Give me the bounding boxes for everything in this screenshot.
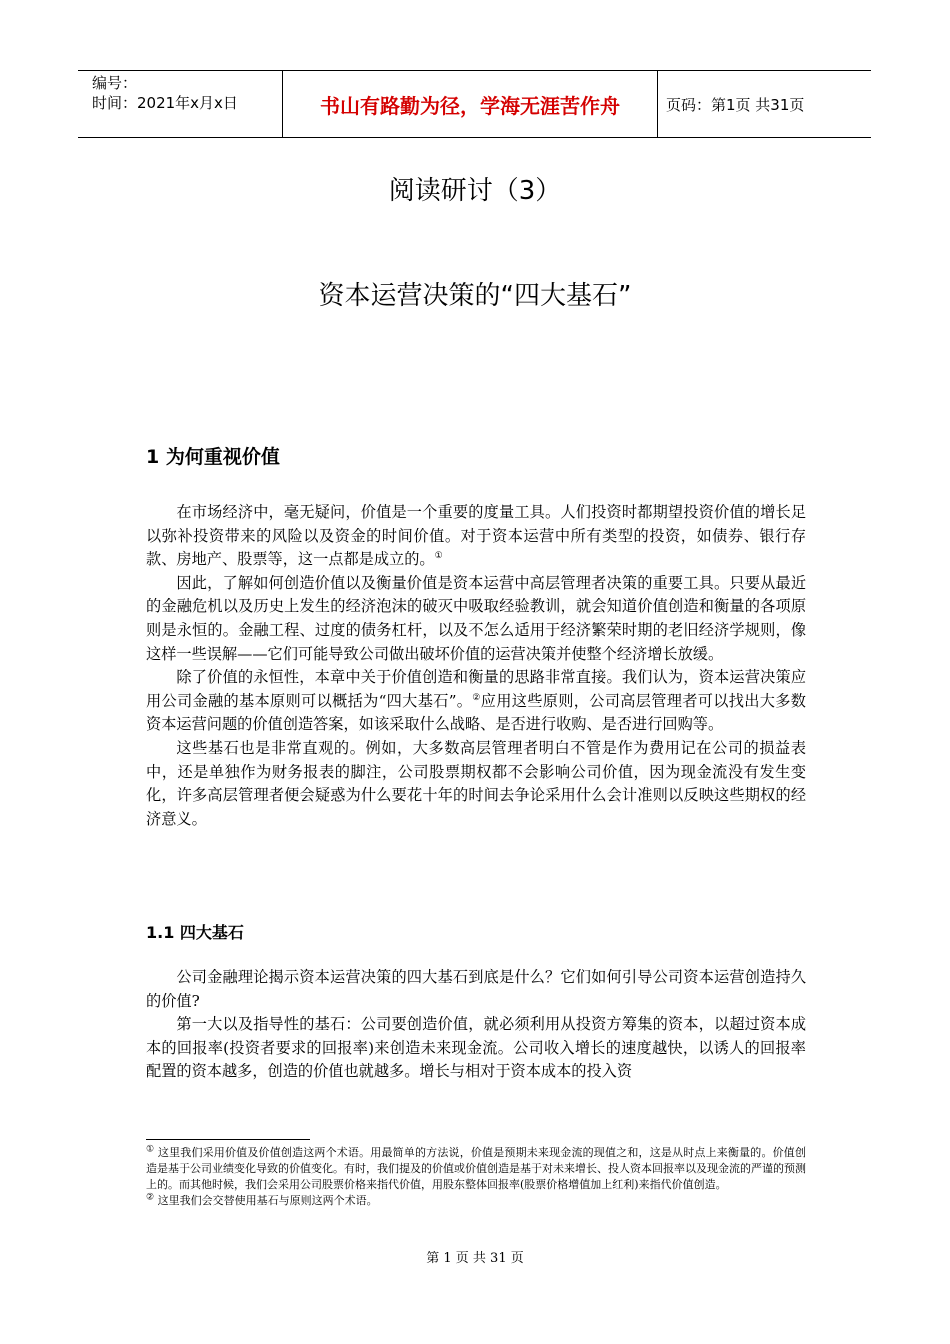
section-1-body: [146, 501, 806, 831]
document-title: 阅读研讨（3）: [388, 176, 562, 206]
header-meta: [78, 71, 283, 137]
footnote-divider: [146, 1139, 310, 1140]
paragraph-3-text-b: 应用这些原则，公司高层管理者可以找出大多数资本运营问题的价值创造答案，如该采取什么战略、是否进行收购、是否进行回购等。: [146, 691, 806, 734]
time-label: 时间：2021年x月x日: [92, 94, 238, 112]
footnote-1-text: 这里我们采用价值及价值创造这两个术语。用最简单的方法说，价值是预期未来现金流的现值之和，这是从时点上来衡量的。价值创造是基于公司业绩变化导致的价值变化。有时，我们提及的价值或价值创造是基于对未来增长、投人资本回报率以及现金流的严谨的预测上的。而其他时候，我们会采用公司股票价格来指代价值，用股东整体回报率(股票价格增值加上红利)来指代价值创造。: [146, 1146, 806, 1191]
document-subtitle: 资本运营决策的“四大基石”: [318, 281, 632, 311]
footnote-2: [146, 1193, 806, 1209]
page-footer: 第 1 页 共 31 页: [426, 1251, 524, 1266]
header-motto: 书山有路勤为径，学海无涯苦作舟: [283, 71, 658, 137]
footnote-1-mark: ①: [146, 1144, 155, 1155]
footnote-ref-2: ②: [472, 692, 481, 703]
section-1-1-body: [146, 966, 806, 1084]
paragraph-1-text: 在市场经济中，毫无疑问，价值是一个重要的度量工具。人们投资时都期望投资价值的增长足以弥补投资带来的风险以及资金的时间价值。对于资本运营中所有类型的投资，如债券、银行存款、房地产、股票等，这一点都是成立的。: [146, 503, 806, 569]
paragraph-4: 这些基石也是非常直观的。例如，大多数高层管理者明白不管是作为费用记在公司的损益表中，还是单独作为财务报表的脚注，公司股票期权都不会影响公司价值，因为现金流没有发生变化，许多高层管理者便会疑惑为什么要花十年的时间去争论采用什么会计准则以反映这些期权的经济意义。: [146, 738, 806, 828]
paragraph-6: 第一大以及指导性的基石：公司要创造价值，就必须利用从投资方筹集的资本，以超过资本成本的回报率(投资者要求的回报率)来创造未来现金流。公司收入增长的速度越快，以诱人的回报率配置的资本越多，创造的价值也就越多。增长与相对于资本成本的投入资: [146, 1015, 806, 1081]
footnotes: [146, 1145, 806, 1209]
footnote-ref-1: ①: [434, 551, 443, 562]
page-header: [78, 70, 871, 138]
paragraph-3-text-a: 除了价值的永恒性，本章中关于价值创造和衡量的思路非常直接。我们认为，资本运营决策应用公司金融的基本原则可以概括为“四大基石”。: [146, 668, 806, 710]
paragraph-5: 公司金融理论揭示资本运营决策的四大基石到底是什么？它们如何引导公司资本运营创造持久的价值?: [146, 968, 806, 1010]
footnote-1: [146, 1145, 806, 1193]
section-heading-1-1: 1.1 四大基石: [146, 923, 244, 942]
section-heading-1: 1 为何重视价值: [146, 446, 280, 468]
number-label: 编号：: [92, 74, 138, 92]
paragraph-2: 因此，了解如何创造价值以及衡量价值是资本运营中高层管理者决策的重要工具。只要从最近的金融危机以及历史上发生的经济泡沫的破灭中吸取经验教训，就会知道价值创造和衡量的各项原则是永恒的。金融工程、过度的债务杠杆，以及不怎么适用于经济繁荣时期的老旧经济学规则，像这样一些误解——它们可能导致公司做出破坏价值的运营决策并使整个经济增长放缓。: [146, 573, 806, 663]
paragraph-1: [146, 501, 806, 572]
paragraph-3: [146, 666, 806, 737]
footnote-2-text: 这里我们会交替使用基石与原则这两个术语。: [154, 1194, 378, 1207]
header-page-code: 页码：第1页 共31页: [666, 95, 805, 114]
footnote-2-mark: ②: [146, 1192, 155, 1203]
